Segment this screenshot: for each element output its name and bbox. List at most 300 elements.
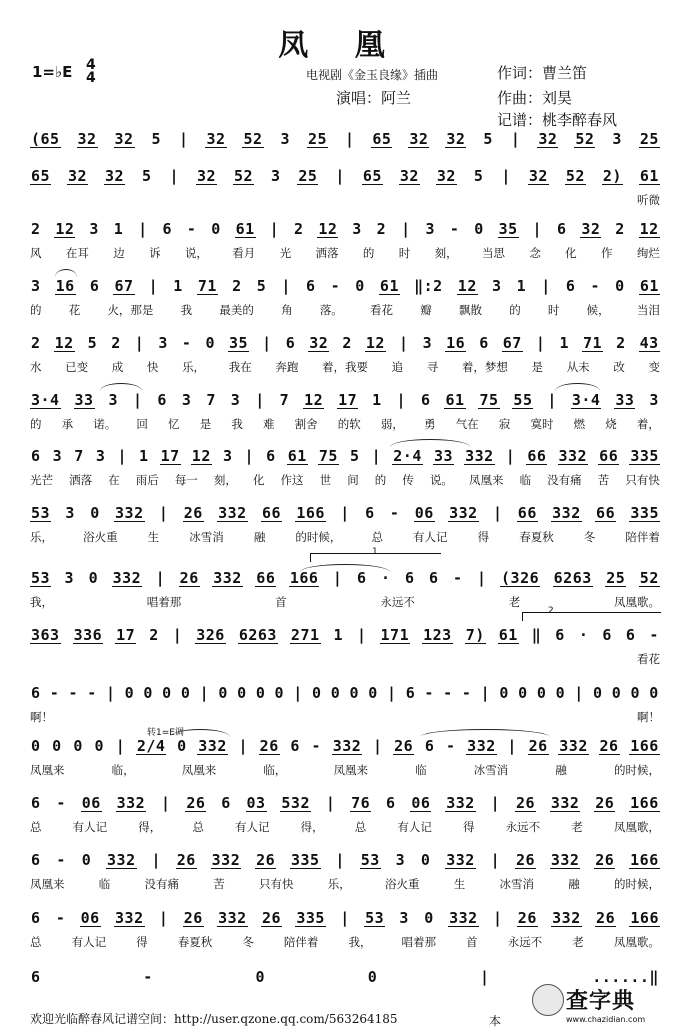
volta-number-1: 1 (372, 547, 378, 557)
note: 0 (555, 684, 566, 702)
note: 65 (362, 166, 382, 185)
note: 67 (502, 333, 522, 352)
lyric: 承 (61, 417, 74, 431)
note: 53 (31, 568, 51, 587)
note: 66 (599, 446, 619, 465)
lyric: 首 (275, 595, 287, 609)
note: 26 (183, 503, 203, 522)
lyric: 着， (636, 417, 660, 431)
note-row (30, 218, 660, 240)
lyric: 没有痛 (144, 877, 179, 891)
lyric: 永远不 (380, 595, 415, 609)
note: 6 (421, 391, 431, 409)
note: 26 (259, 736, 279, 755)
note: 7 (74, 447, 84, 465)
note: 0 (368, 684, 378, 702)
bar-line: | (158, 909, 169, 927)
note: 6 (424, 737, 435, 755)
note: 12 (304, 390, 324, 409)
bar-line: | (155, 569, 166, 587)
note: 71 (197, 276, 217, 295)
note: - (461, 684, 472, 702)
lyric: 着，我要 (321, 360, 368, 374)
lyric: 的 (30, 417, 42, 431)
lyric: 春夏秋 (177, 935, 213, 949)
note: 35 (229, 333, 249, 352)
lyric: 着，梦想 (461, 360, 508, 374)
note: 65 (31, 166, 51, 185)
bar-line: | (172, 626, 183, 644)
note: 17 (116, 625, 136, 644)
note: 03 (246, 793, 266, 812)
note: 0 (88, 569, 99, 587)
lyric: 我， (348, 935, 372, 949)
lyric: 凤凰来 (333, 763, 368, 777)
lyric: 的软 (337, 417, 361, 431)
note: 33 (615, 390, 635, 409)
bar-line: | (262, 334, 272, 352)
lyric: 忆 (168, 417, 180, 431)
note: 2 (616, 334, 626, 352)
note: 326 (196, 625, 225, 644)
lyric: 没有痛 (547, 473, 582, 487)
note: 166 (630, 908, 659, 927)
bar-line: ‖:2 (414, 277, 443, 295)
note: 26 (528, 736, 548, 755)
note-row (30, 735, 660, 757)
lyric-row (30, 709, 660, 725)
note: - (330, 277, 341, 295)
note-row (30, 275, 660, 297)
bar-line: | (169, 167, 179, 185)
note: 363 (31, 625, 60, 644)
note: 3 (52, 447, 63, 465)
bar-line: | (269, 220, 280, 238)
bar-line: | (115, 737, 126, 755)
lyric: 得 (477, 530, 490, 544)
note: 2/4 (136, 736, 166, 755)
lyric: 洒落 (69, 473, 93, 487)
note: 75 (318, 446, 338, 465)
note: 6 (31, 851, 41, 869)
note: 6 (290, 737, 300, 755)
note: 332 (218, 503, 247, 522)
bar-line: | (179, 130, 189, 148)
note: 65 (372, 129, 392, 148)
note: 26 (261, 908, 282, 927)
lyric: 寞时 (530, 417, 554, 431)
note: - (311, 737, 322, 755)
note: 26 (599, 736, 619, 755)
note: 0 (424, 909, 434, 927)
lyric: 看花 (637, 652, 660, 666)
lyric: 凤凰歌， (613, 820, 660, 834)
note: 12 (54, 333, 74, 352)
bar-line: | (477, 569, 487, 587)
lyric: 总 (371, 530, 383, 544)
note-row (30, 502, 660, 524)
note: 0 (237, 684, 247, 702)
lyric: 冬 (242, 935, 254, 949)
note: 32 (446, 129, 466, 148)
lyric: 有人记 (413, 530, 448, 544)
note: 0 (143, 684, 153, 702)
bar-line: | (501, 167, 511, 185)
lyric: 当思 (481, 246, 505, 260)
lyric: 唱着那 (146, 595, 182, 609)
lyric: 弱， (380, 417, 404, 431)
note-row (30, 849, 660, 871)
note: 3 (158, 334, 168, 352)
lyric: 从未 (566, 360, 590, 374)
note: 66 (261, 503, 282, 522)
lyric-row (30, 359, 660, 375)
lyric: 已变 (65, 360, 89, 374)
lyric: 得 (463, 820, 475, 834)
bar-line: | (117, 447, 127, 465)
lyric: 光 (279, 246, 292, 260)
bar-line: | (371, 447, 382, 465)
lyric: 我， (30, 595, 53, 609)
bar-line: | (151, 851, 161, 869)
note: 332 (211, 850, 241, 869)
lyric: 有人记 (72, 820, 108, 834)
lyric: 永远不 (507, 935, 543, 949)
note: - (56, 851, 66, 869)
note: 3 (399, 909, 409, 927)
note: 76 (351, 793, 371, 812)
note: - (68, 684, 78, 702)
lyricist: 作词：曹兰笛 (497, 64, 588, 82)
bar-line: | (158, 504, 169, 522)
lyric: 奔跑 (275, 360, 299, 374)
note: 32 (528, 166, 548, 185)
lyric-row (30, 819, 660, 835)
bar-line: | (510, 130, 521, 148)
note: 32 (196, 166, 216, 185)
bar-line: | (105, 684, 116, 702)
bar-line: | (293, 684, 303, 702)
lyric: 生 (453, 877, 466, 891)
note: 0 (180, 684, 191, 702)
lyric: 世 (319, 473, 332, 487)
lyric: 的时候， (614, 877, 660, 891)
composer: 作曲：刘昊 (497, 89, 573, 107)
note: - (649, 626, 659, 644)
note: 32 (105, 166, 125, 185)
lyric: 唱着那 (401, 935, 437, 949)
note-row (30, 792, 660, 814)
lyric: 成 (111, 360, 124, 374)
lyric: 当泪 (636, 303, 660, 317)
lyric: 洒落 (315, 246, 339, 260)
bar-line: | (547, 391, 557, 409)
lyric: 凤凰来 (181, 763, 217, 777)
note: 5 (256, 277, 267, 295)
bar-line: | (340, 504, 350, 522)
note: 26 (186, 793, 206, 812)
note: 6 (31, 684, 41, 702)
lyric: 老 (508, 595, 521, 609)
lyric-row (30, 529, 660, 545)
note: 32 (399, 166, 419, 185)
note: 66 (256, 568, 276, 587)
note: 12 (457, 276, 477, 295)
note: 32 (581, 219, 601, 238)
note: 6 (386, 794, 396, 812)
note: 1 (559, 334, 569, 352)
note: 5 (151, 130, 162, 148)
note: 16 (446, 333, 466, 352)
bar-line: | (480, 968, 490, 986)
note: 0 (355, 277, 365, 295)
lyric: 得， (138, 820, 162, 834)
note: 55 (513, 390, 533, 409)
note: 3 (425, 220, 435, 238)
note: 1 (113, 220, 124, 238)
note: 335 (290, 850, 320, 869)
singer: 演唱：阿兰 (336, 89, 412, 107)
note: 335 (630, 503, 659, 522)
bar-line: | (490, 851, 501, 869)
lyric: 寂 (498, 417, 511, 431)
note: 32 (309, 333, 329, 352)
note: - (389, 504, 400, 522)
lyric: 啊！ (30, 710, 53, 724)
note: 25 (639, 129, 659, 148)
note: 06 (414, 503, 434, 522)
note: 2 (232, 277, 242, 295)
volta-bracket-2 (522, 612, 661, 621)
lyric-row (30, 762, 660, 778)
note: 66 (527, 446, 547, 465)
note: 0 (218, 684, 228, 702)
bar-line: | (255, 391, 265, 409)
note: 0 (90, 504, 100, 522)
note: 6 (405, 684, 416, 702)
lyric: 的 (509, 303, 521, 317)
lyric: 永远不 (505, 820, 541, 834)
note: 3 (89, 220, 99, 238)
lyric: 乐， (182, 360, 206, 374)
note: 26 (596, 908, 616, 927)
bar-line: | (372, 737, 383, 755)
note: 3 (181, 391, 192, 409)
note: 26 (595, 793, 615, 812)
note: 171 (380, 625, 410, 644)
lyric: 时 (547, 303, 560, 317)
bar-line: | (492, 909, 503, 927)
note: 6 (266, 447, 276, 465)
note: 12 (191, 446, 211, 465)
lyric: 诺。 (93, 417, 117, 431)
lyric: 雨后 (135, 473, 159, 487)
note: 5 (87, 334, 98, 352)
key-signature: 1=♭E (32, 63, 73, 81)
bar-line: | (357, 626, 367, 644)
note: 61 (639, 276, 659, 295)
note: 6 (285, 334, 296, 352)
note: - (590, 277, 601, 295)
note: 332 (467, 736, 496, 755)
lyric: 凤凰歌。 (613, 595, 660, 609)
note-row (30, 165, 660, 187)
note: 5 (350, 447, 360, 465)
note: 332 (558, 446, 588, 465)
lyric: 春夏秋 (519, 530, 554, 544)
note: 166 (630, 736, 659, 755)
note: 332 (107, 850, 136, 869)
note: 26 (176, 850, 196, 869)
note: 166 (630, 793, 659, 812)
note: 66 (517, 503, 537, 522)
lyric: 在耳 (65, 246, 89, 260)
note: 0 (94, 737, 105, 755)
lyric-row (30, 876, 660, 892)
note: 32 (68, 166, 88, 185)
bar-line: | (344, 130, 355, 148)
note: 0 (499, 684, 509, 702)
note: 0 (312, 684, 322, 702)
note: 0 (274, 684, 285, 702)
lyric: 总 (192, 820, 204, 834)
note: 12 (318, 219, 338, 238)
note: 61 (445, 390, 465, 409)
lyric: 冬 (583, 530, 596, 544)
note: 2) (602, 166, 622, 185)
note: (326 (501, 568, 540, 587)
lyric-row (30, 192, 660, 208)
bar-line: ......‖ (592, 968, 659, 986)
note: 7 (206, 391, 216, 409)
note: 0 (536, 684, 547, 702)
note: 6 (602, 626, 612, 644)
time-signature (86, 59, 96, 85)
lyric: 割舍 (294, 417, 318, 431)
note: 0 (177, 737, 187, 755)
note: 0 (162, 684, 172, 702)
lyric-row (30, 245, 660, 261)
lyric: 浴火重 (385, 877, 420, 891)
bar-line: | (396, 391, 407, 409)
lyric: 变 (648, 360, 660, 374)
lyric-row (30, 302, 660, 318)
note: 26 (179, 568, 199, 587)
note: 7) (465, 625, 485, 644)
lyric: 寻 (426, 360, 439, 374)
lyric: 凤凰来 (469, 473, 504, 487)
lyric: 间 (347, 473, 359, 487)
note: 271 (290, 625, 320, 644)
lyric: 凤凰来 (30, 763, 65, 777)
note: 52 (243, 129, 263, 148)
note: 332 (115, 503, 144, 522)
lyric: 燃 (573, 417, 586, 431)
lyric: 勇 (424, 417, 436, 431)
lyric: 在 (108, 473, 120, 487)
note: 6 (625, 626, 636, 644)
note-row (30, 624, 660, 646)
note: 16 (55, 276, 75, 295)
bar-line: | (492, 504, 503, 522)
lyric: 融 (253, 530, 266, 544)
note: 3 (270, 167, 281, 185)
lyric: 啊！ (637, 710, 660, 724)
note: 25 (606, 568, 626, 587)
bar-line: | (160, 794, 171, 812)
note: 3 (108, 391, 119, 409)
lyric: 绚烂 (636, 246, 660, 260)
bar-line: | (535, 334, 546, 352)
note: 17 (338, 390, 358, 409)
lyric: 陪伴着 (625, 530, 660, 544)
bar-line: | (148, 277, 159, 295)
lyric-row (30, 472, 660, 488)
note: 6 (365, 504, 375, 522)
lyric: 的 (30, 303, 42, 317)
note-row (30, 389, 660, 411)
bar-line: | (401, 220, 411, 238)
lyric: 临， (263, 763, 287, 777)
lyric: 最美的 (219, 303, 254, 317)
note: 3 (395, 851, 406, 869)
lyric: 凤凰来 (30, 877, 65, 891)
note: 332 (116, 793, 146, 812)
lyric: 总 (354, 820, 367, 834)
lyric: 我 (231, 417, 243, 431)
note: 12 (55, 219, 75, 238)
note: 32 (114, 129, 134, 148)
note: 6263 (553, 568, 592, 587)
note: 6 (306, 277, 316, 295)
bar-line: | (480, 684, 491, 702)
note: 6 (428, 569, 439, 587)
note: 06 (411, 793, 431, 812)
lyric: 得 (136, 935, 148, 949)
lyric: 总 (30, 935, 42, 949)
slur-mark (300, 564, 390, 572)
lyric: 首 (466, 935, 478, 949)
slur-mark (100, 383, 142, 391)
note: 3 (422, 334, 433, 352)
bar-line: | (541, 277, 551, 295)
lyric: 的时候， (614, 763, 660, 777)
note: 26 (256, 850, 276, 869)
note: 5 (142, 167, 152, 185)
note: 1 (333, 626, 344, 644)
note: 33 (433, 446, 453, 465)
lyric: 刻， (213, 473, 237, 487)
note: 2 (376, 220, 387, 238)
lyric: 瓣 (420, 303, 432, 317)
lyric: 改 (613, 360, 625, 374)
note: - (49, 684, 60, 702)
bar-line: | (138, 220, 148, 238)
note: 332 (552, 908, 581, 927)
note: 332 (449, 908, 478, 927)
note: 26 (183, 908, 203, 927)
lyric: 看月 (232, 246, 256, 260)
lyric: 追 (391, 360, 404, 374)
lyric: 回 (136, 417, 148, 431)
note: 52 (233, 166, 253, 185)
note: 32 (77, 129, 97, 148)
note: 0 (211, 220, 221, 238)
note: 166 (630, 850, 659, 869)
lyric: 得， (300, 820, 324, 834)
lyric: 冰雪消 (189, 530, 224, 544)
note: 332 (550, 850, 580, 869)
